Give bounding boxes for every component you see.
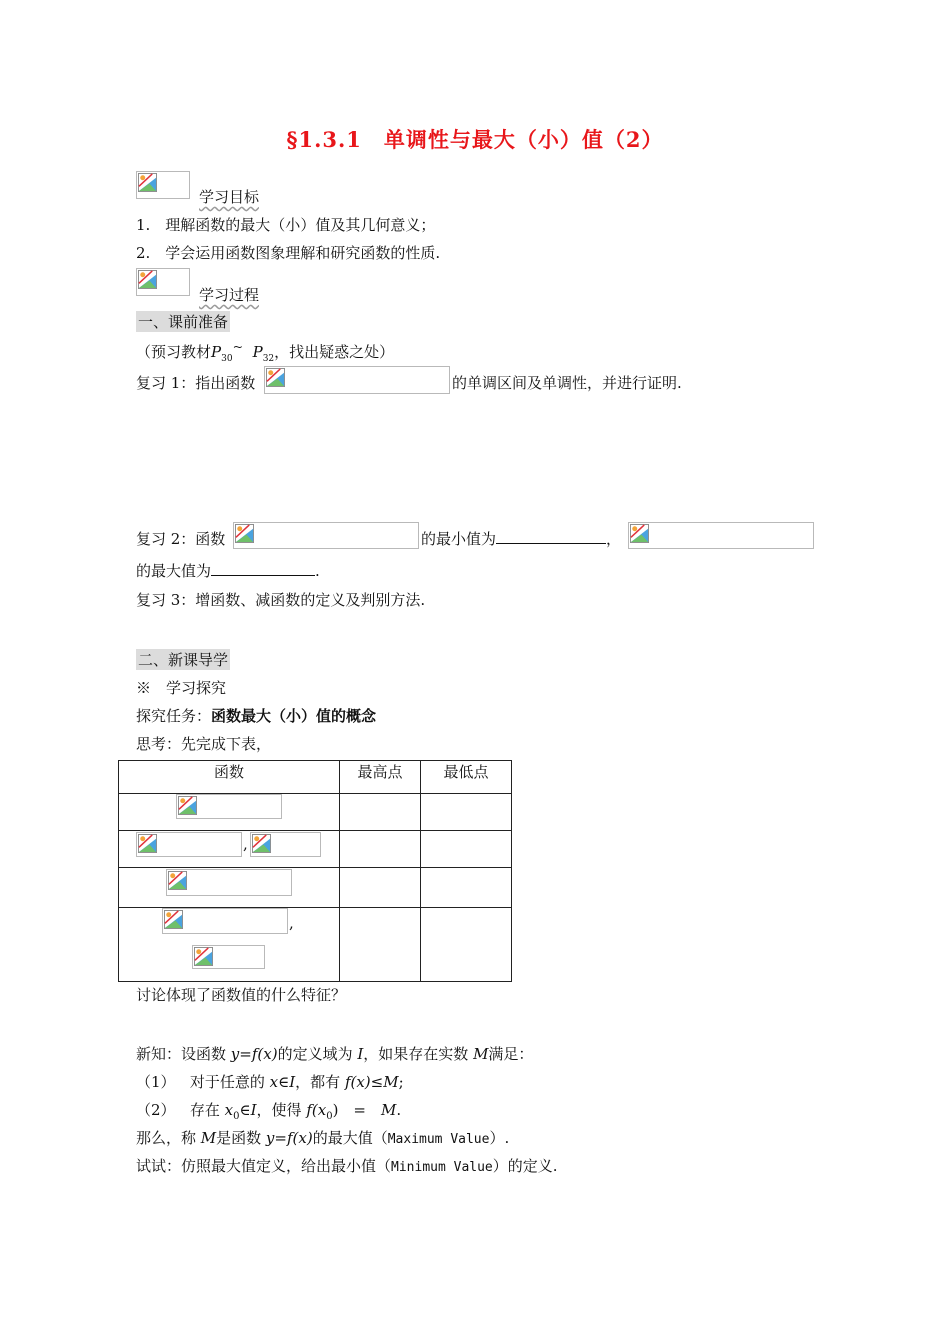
broken-image-icon xyxy=(266,368,285,387)
goals-image xyxy=(136,171,190,199)
table-cell-lowest[interactable] xyxy=(421,908,512,982)
table-cell-lowest[interactable] xyxy=(421,794,512,831)
process-image xyxy=(136,268,190,296)
new-knowledge-line: 新知：设函数 y=f(x)的定义域为 I，如果存在实数 M满足： xyxy=(136,1045,534,1063)
table-cell-highest[interactable] xyxy=(340,794,421,831)
goal-1: 1. 理解函数的最大（小）值及其几何意义； xyxy=(136,216,436,234)
table-cell-highest[interactable] xyxy=(340,868,421,908)
review-2-text-a: 复习 2：函数 xyxy=(136,530,226,548)
review-2-text-b: 的最小值为 ， xyxy=(421,530,622,548)
broken-image-icon xyxy=(138,270,157,289)
prep-heading: 一、课前准备 xyxy=(138,313,229,331)
table-row xyxy=(119,831,512,868)
review-1-text-b: 的单调区间及单调性，并进行证明. xyxy=(452,374,682,392)
page-title: §1.3.1 单调性与最大（小）值（2） xyxy=(286,127,664,152)
table-cell-lowest[interactable] xyxy=(421,831,512,868)
table-header-row xyxy=(119,761,512,794)
review-2-text-c: 的最大值为 . xyxy=(136,562,320,580)
function-image-2a xyxy=(136,832,242,857)
broken-image-icon xyxy=(630,524,649,543)
function-table xyxy=(118,760,512,982)
review-2-formula-image-2 xyxy=(628,522,814,549)
table-row xyxy=(119,868,512,908)
broken-image-icon xyxy=(168,871,187,890)
broken-image-icon xyxy=(178,796,197,815)
table-header-lowest: 最低点 xyxy=(421,761,512,794)
function-image-1 xyxy=(176,794,282,819)
explore-heading: ※ 学习探究 xyxy=(136,679,227,697)
preview-line: （预习教材$P_{30}^\sim$ $P_{32}$，找出疑惑之处） xyxy=(136,339,395,364)
try-line: 试试：仿照最大值定义，给出最小值（Minimum Value）的定义. xyxy=(136,1157,558,1175)
broken-image-icon xyxy=(252,834,271,853)
broken-image-icon xyxy=(138,173,157,192)
answer-blank-max[interactable] xyxy=(211,575,315,576)
goals-label: 学习目标 xyxy=(199,188,260,206)
review-2-formula-image-1 xyxy=(233,522,419,549)
review-1-text-a: 复习 1：指出函数 xyxy=(136,374,256,392)
table-row xyxy=(119,908,512,982)
table-cell-function: , xyxy=(119,908,340,982)
function-image-4b xyxy=(192,945,265,969)
table-cell-function xyxy=(119,868,340,908)
function-image-4a xyxy=(162,908,288,934)
think-line: 思考：先完成下表， xyxy=(136,735,272,753)
function-image-3 xyxy=(166,869,292,896)
process-label: 学习过程 xyxy=(199,286,260,304)
function-image-2b xyxy=(250,832,321,857)
broken-image-icon xyxy=(138,834,157,853)
table-cell-highest[interactable] xyxy=(340,908,421,982)
table-cell-function: , xyxy=(119,831,340,868)
condition-1: （1） 对于任意的 x∈I，都有 f(x)≤M; xyxy=(136,1073,404,1091)
condition-2: （2） 存在 $x_0\in I$，使得 $f(x_0)$ = M. xyxy=(136,1101,402,1122)
discuss-line: 讨论体现了函数值的什么特征？ xyxy=(136,986,347,1004)
review-1-formula-image xyxy=(264,366,450,394)
new-heading: 二、新课导学 xyxy=(138,651,229,669)
table-header-function: 函数 xyxy=(119,761,340,794)
table-header-highest: 最高点 xyxy=(340,761,421,794)
broken-image-icon xyxy=(164,910,183,929)
table-cell-lowest[interactable] xyxy=(421,868,512,908)
answer-blank-min[interactable] xyxy=(496,543,606,544)
broken-image-icon xyxy=(235,524,254,543)
table-row xyxy=(119,794,512,831)
goal-2: 2. 学会运用函数图象理解和研究函数的性质. xyxy=(136,244,441,262)
then-line: 那么，称 M是函数 y=f(x)的最大值（Maximum Value）. xyxy=(136,1129,510,1147)
broken-image-icon xyxy=(194,947,213,966)
table-cell-function xyxy=(119,794,340,831)
review-3: 复习 3：增函数、减函数的定义及判别方法. xyxy=(136,591,426,609)
table-cell-highest[interactable] xyxy=(340,831,421,868)
task-line: 探究任务：函数最大（小）值的概念 xyxy=(136,707,377,725)
